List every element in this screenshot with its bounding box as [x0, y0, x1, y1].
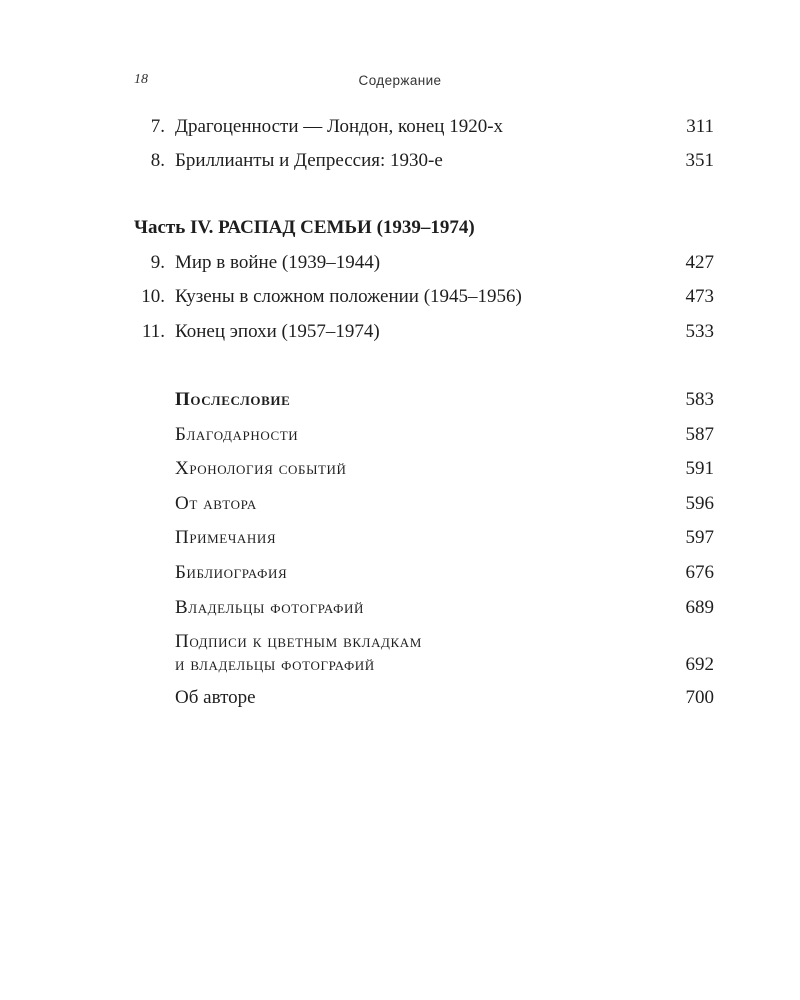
- section-title: Примечания: [175, 527, 277, 548]
- chapter-title: Мир в войне (1939–1944): [175, 252, 381, 273]
- chapter-number: 11.: [141, 321, 165, 342]
- page-number: 597: [685, 527, 714, 548]
- section-title: От автора: [175, 493, 257, 514]
- chapter-number: 7.: [150, 116, 165, 137]
- section-title-line-2: и владельцы фотографий: [175, 654, 375, 675]
- page-number: 591: [685, 458, 714, 479]
- page-number: 689: [685, 597, 714, 618]
- chapter-number: 10.: [141, 286, 165, 307]
- page-number: 583: [685, 389, 714, 410]
- section-title-line-1: Подписи к цветным вкладкам: [175, 631, 422, 652]
- running-header-title: Содержание: [358, 73, 442, 88]
- chapter-title: Конец эпохи (1957–1974): [175, 321, 380, 342]
- page-number: 676: [685, 562, 714, 583]
- section-title: Послесловие: [175, 389, 291, 410]
- header-page-number: 18: [134, 72, 148, 87]
- page-number: 533: [685, 321, 714, 342]
- chapter-title: Кузены в сложном положении (1945–1956): [175, 286, 522, 307]
- page-number: 596: [685, 493, 714, 514]
- toc-entry-color-insert-captions[interactable]: [134, 630, 714, 678]
- part-heading: Часть IV. РАСПАД СЕМЬИ (1939–1974): [134, 217, 475, 238]
- page-number: 692: [685, 654, 714, 675]
- section-title: Благодарности: [175, 424, 299, 445]
- page-number: 351: [685, 150, 714, 171]
- page-number: 311: [686, 116, 714, 137]
- section-title: Библиография: [175, 562, 288, 583]
- chapter-title: Драгоценности — Лондон, конец 1920-х: [175, 116, 504, 137]
- section-title: Владельцы фотографий: [175, 597, 364, 618]
- page-number: 587: [685, 424, 714, 445]
- chapter-number: 9.: [150, 252, 165, 273]
- page-number: 700: [685, 687, 714, 708]
- chapter-title: Бриллианты и Депрессия: 1930-е: [175, 150, 443, 171]
- page-number: 427: [685, 252, 714, 273]
- chapter-number: 8.: [150, 150, 165, 171]
- page-number: 473: [685, 286, 714, 307]
- section-title: Об авторе: [175, 687, 256, 708]
- section-title: Хронология событий: [175, 458, 347, 479]
